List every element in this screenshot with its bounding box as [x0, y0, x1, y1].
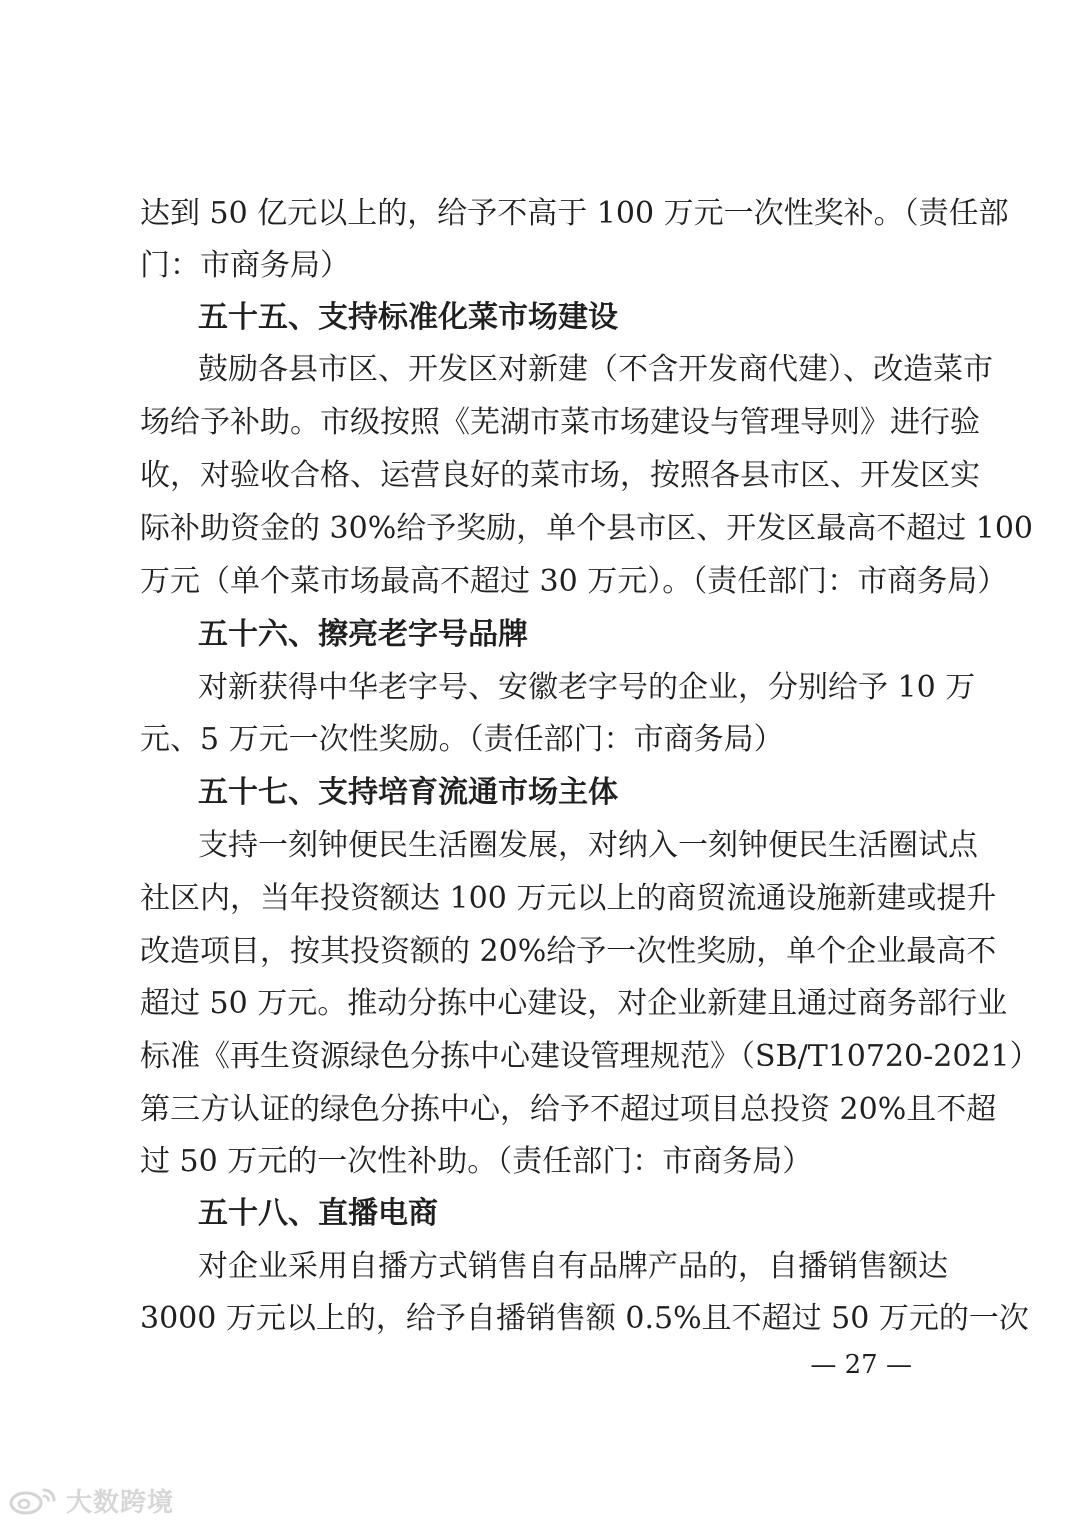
- watermark: [6, 1480, 174, 1520]
- body-line: 鼓励各县市区、开发区对新建（不含开发商代建）、改造菜市: [198, 352, 993, 387]
- page-number: — 27 —: [810, 1350, 912, 1380]
- section-heading: 五十七、支持培育流通市场主体: [198, 775, 618, 810]
- body-line: 对企业采用自播方式销售自有品牌产品的，自播销售额达: [198, 1249, 948, 1284]
- body-line: 际补助资金的 30%给予奖励，单个县市区、开发区最高不超过 100: [140, 511, 1034, 546]
- body-line: 元、5 万元一次性奖励。（责任部门：市商务局）: [140, 722, 784, 757]
- body-line: 3000 万元以上的，给予自播销售额 0.5%且不超过 50 万元的一次: [140, 1301, 1029, 1336]
- weibo-logo-icon: [6, 1484, 60, 1516]
- watermark-text: 大数跨境: [66, 1487, 175, 1518]
- body-line: 对新获得中华老字号、安徽老字号的企业，分别给予 10 万: [198, 670, 976, 705]
- body-line: 万元（单个菜市场最高不超过 30 万元）。（责任部门：市商务局）: [140, 564, 1008, 599]
- body-line: 场给予补助。市级按照《芜湖市菜市场建设与管理导则》进行验: [140, 405, 980, 440]
- body-line: 达到 50 亿元以上的，给予不高于 100 万元一次性奖补。（责任部: [140, 196, 1009, 231]
- body-line: 收，对验收合格、运营良好的菜市场，按照各县市区、开发区实: [140, 458, 980, 493]
- body-line: 超过 50 万元。推动分拣中心建设，对企业新建且通过商务部行业: [140, 986, 1008, 1021]
- body-line: 支持一刻钟便民生活圈发展，对纳入一刻钟便民生活圈试点: [198, 828, 978, 863]
- body-line: 标准《再生资源绿色分拣中心建设管理规范》（SB/T10720-2021）: [140, 1039, 1040, 1074]
- body-line: 过 50 万元的一次性补助。（责任部门：市商务局）: [140, 1144, 813, 1179]
- section-heading: 五十八、直播电商: [198, 1196, 438, 1231]
- body-line: 门：市商务局）: [140, 248, 350, 283]
- section-heading: 五十六、擦亮老字号品牌: [198, 617, 528, 652]
- body-line: 改造项目，按其投资额的 20%给予一次性奖励，单个企业最高不: [140, 934, 997, 969]
- section-heading: 五十五、支持标准化菜市场建设: [198, 300, 618, 335]
- body-line: 社区内，当年投资额达 100 万元以上的商贸流通设施新建或提升: [140, 881, 997, 916]
- body-line: 第三方认证的绿色分拣中心，给予不超过项目总投资 20%且不超: [140, 1092, 997, 1127]
